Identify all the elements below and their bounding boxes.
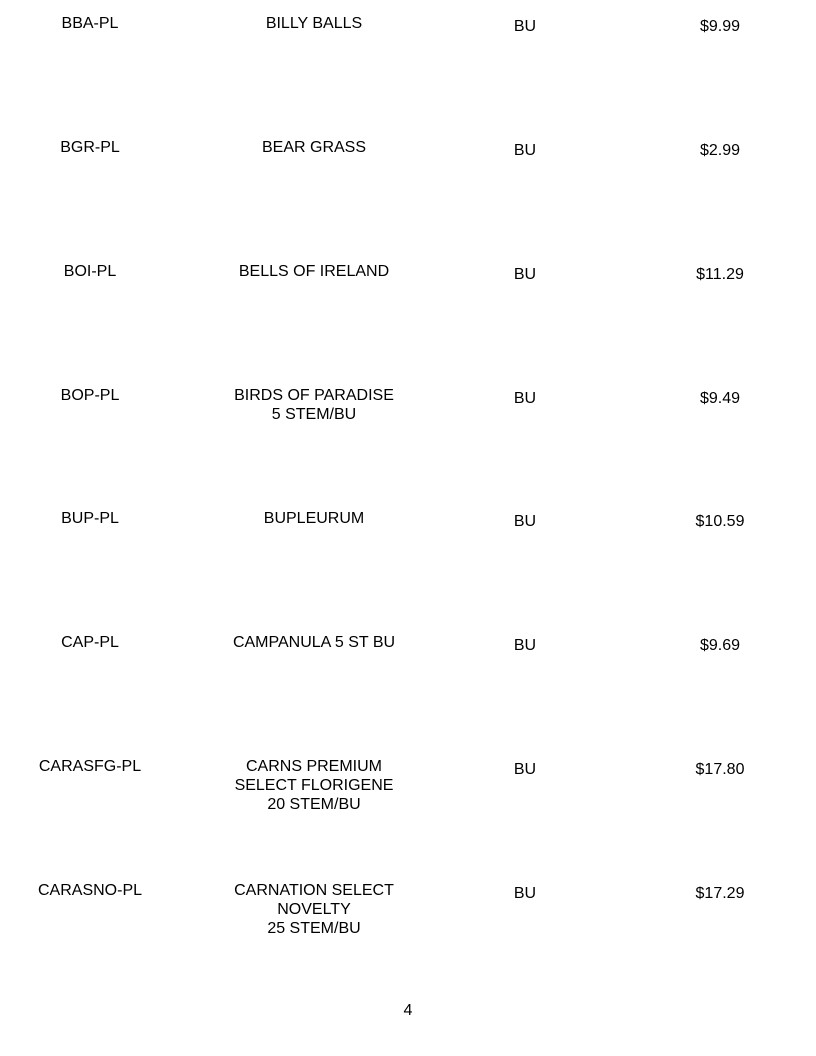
item-price: $11.29 [696,266,744,283]
item-code: CARASNO-PL [37,882,143,899]
table-row [0,386,816,486]
item-description-line: CARNS PREMIUM [245,758,382,775]
item-description-line: 25 STEM/BU [267,920,361,937]
item-description-line: 20 STEM/BU [267,796,361,813]
item-description-line: BELLS OF IRELAND [238,263,390,280]
item-unit: BU [513,390,537,407]
table-row [0,509,816,609]
table-row [0,881,816,981]
item-description [214,757,414,814]
item-code: BOI-PL [63,263,117,280]
table-row [0,633,816,733]
item-unit: BU [513,761,537,778]
item-unit: BU [513,637,537,654]
item-code: BGR-PL [60,139,120,156]
item-description-line: BUPLEURUM [263,510,365,527]
item-description-line: SELECT FLORIGENE [234,777,394,794]
item-price: $10.59 [695,513,745,530]
item-description [214,633,414,652]
item-price: $9.99 [699,18,741,35]
table-row [0,757,816,857]
table-row [0,262,816,362]
table-row [0,138,816,238]
item-description [214,881,414,938]
item-unit: BU [513,513,537,530]
item-price: $2.99 [699,142,741,159]
item-code: BBA-PL [61,15,119,32]
item-description-line: 5 STEM/BU [271,406,357,423]
item-unit: BU [513,142,537,159]
item-code: BUP-PL [61,510,119,527]
item-price: $17.29 [695,885,745,902]
item-unit: BU [513,18,537,35]
item-price: $17.80 [695,761,745,778]
item-description-line: CARNATION SELECT [234,882,394,899]
item-description-line: BEAR GRASS [261,139,367,156]
item-description [214,138,414,157]
item-description [214,14,414,33]
item-description [214,386,414,424]
item-unit: BU [513,885,537,902]
item-code: BOP-PL [60,387,120,404]
item-price: $9.69 [699,637,741,654]
item-description-line: NOVELTY [277,901,351,918]
item-code: CAP-PL [61,634,119,651]
item-code: CARASFG-PL [38,758,142,775]
table-row [0,14,816,114]
item-description-line: CAMPANULA 5 ST BU [232,634,396,651]
item-unit: BU [513,266,537,283]
item-description [214,509,414,528]
item-price: $9.49 [699,390,741,407]
item-description-line: BILLY BALLS [265,15,363,32]
item-description [214,262,414,281]
item-description-line: BIRDS OF PARADISE [234,387,394,404]
page-number: 4 [403,1002,413,1019]
